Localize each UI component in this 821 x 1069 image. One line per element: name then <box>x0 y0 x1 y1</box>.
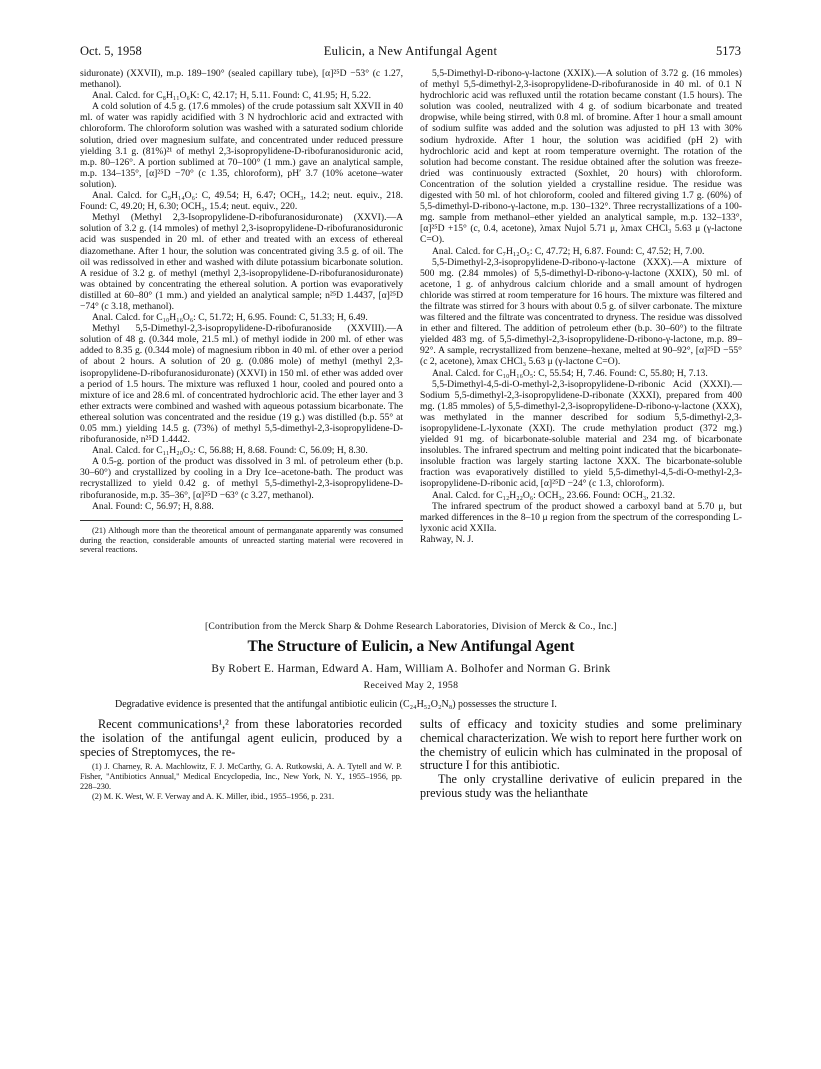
paragraph: The infrared spectrum of the product showed a carboxyl band at 5.70 μ, but marked differences in the 8–10 μ region from the spectrum of the corresponding L-lyxonic acid XXIIa. <box>420 500 742 534</box>
paragraph: Methyl (Methyl 2,3-Isopropylidene-D-ribofuranosiduronate) (XXVI).—A solution of 3.2 g. (14 mmoles) of methyl 2,3-isopropylidene-D-ribofuranosiduronic acid was suspended in 20 ml. of ether and treated with an excess of ethereal diazomethane. After 1 hour, the solution was concentrated giving 3.5 g. of oil. The oil was redissolved in ether and washed with dilute potassium bicarbonate solution. A residue of 3.2 g. of methyl (methyl 2,3-isopropylidene-D-ribofuranosiduronate) was obtained by concentrating the ethereal solution. A portion was evaporatively distilled at 60–80° (1 mm.) and yielded an analytical sample; n²⁵D 1.4437, [α]²⁵D −74° (c 3.18, methanol). <box>80 212 403 312</box>
running-header <box>0 44 821 62</box>
paragraph: Anal. Calcd. for C₉H₁₄O₆: C, 49.54; H, 6.47; OCH₃, 14.2; neut. equiv., 218. Found: C, 49.20; H, 6.30; OCH₃, 15.4; neut. equiv., 220. <box>80 190 403 213</box>
paragraph: A cold solution of 4.5 g. (17.6 mmoles) of the crude potassium salt XXVII in 40 ml. of water was rapidly acidified with 3 N hydrochloric acid and extracted with chloroform. The chloroform solution was washed with a saturated sodium chloride solution, dried over magnesium sulfate, and concentrated under reduced pressure yielding 3.1 g. (81%)²¹ of methyl 2,3-isopropylidene-D-ribofuranosiduronic acid, m.p. 80–126°. A portion sublimed at 70–100° (1 mm.) gave an analytical sample, m.p. 134–135°, [α]²⁵D −70° (c 1.35, chloroform), pH′ 3.7 (10% acetone–water solution). <box>80 101 403 190</box>
paragraph: siduronate) (XXVII), m.p. 189–190° (sealed capillary tube), [α]²⁵D −53° (c 1.27, methanol). <box>80 68 403 91</box>
paragraph: Anal. Found: C, 56.97; H, 8.88. <box>92 500 214 512</box>
paragraph: Anal. Calcd. for C₁₂H₂₂O₆: OCH₃, 23.66. Found: OCH₃, 21.32. <box>432 489 675 501</box>
header-title: Eulicin, a New Antifungal Agent <box>323 44 498 58</box>
left-column <box>80 68 403 555</box>
body-footnotes <box>80 762 402 802</box>
footnote: (2) M. K. West, W. F. Verway and A. K. Miller, ibid., 1955–1956, p. 231. <box>92 792 335 802</box>
location: Rahway, N. J. <box>420 533 474 545</box>
paragraph: Anal. Calcd. for C₁₁H₂₀O₅: C, 56.88; H, 8.68. Found: C, 56.09; H, 8.30. <box>92 445 368 457</box>
header-page-number: 5173 <box>716 44 741 58</box>
article-title: The Structure of Eulicin, a New Antifungal Agent <box>247 638 575 655</box>
paragraph: 5,5-Dimethyl-4,5-di-O-methyl-2,3-isopropylidene-D-ribonic Acid (XXXI).—Sodium 5,5-dimethyl-2,3-isopropylidene-D-ribonate (XXXI), prepared from 400 mg. (1.85 mmoles) of 5,5-dimethyl-2,3-isopropylidene-D-ribono-γ-lactone (XXX), was methylated in the manner described for sodium 5,5-dimethyl-2,3-isopropylidene-L-lyxonate (XXI). The crude methylation product (372 mg.) yielded 91 mg. of bicarbonate-soluble material and 234 mg. of bicarbonate insolubles. The infrared spectrum and melting point indicated that the bicarbonate-insoluble fraction was largely starting lactone XXX. The bicarbonate-soluble fraction was evaporatively distilled to yield 5,5-dimethyl-4,5-di-O-methyl-2,3-isopropylidene-D-ribonic acid, [α]²⁵D −24° (c 1.3, chloroform). <box>420 378 742 490</box>
paragraph: Anal. Calcd. for C₈H₁₁O₆K: C, 42.17; H, 5.11. Found: C, 41.95; H, 5.22. <box>92 90 371 102</box>
paragraph: 5,5-Dimethyl-D-ribono-γ-lactone (XXIX).—A solution of 3.72 g. (16 mmoles) of methyl 5,5-dimethyl-2,3-isopropylidene-D-ribofuranoside in 40 ml. of 0.1 N hydrochloric acid was refluxed until the rotation became constant (1.5 hours). The solution was cooled, neutralized with 4 g. of sodium bicarbonate and treated dropwise, while being stirred, with 0.8 ml. of bromine. After 1 hour a small amount of sodium sulfite was added and the solution was adjusted to pH 13 with 30% sodium hydroxide. After 1 hour, the solution was acidified (pH 2) with hydrochloric acid and kept at room temperature overnight. The rotation of the solution had become constant. The residue obtained after the solution was freeze-dried was continuously extracted (Soxhlet, 20 hours) with chloroform. Concentration of the solution yielded a crystalline residue. The residue was digested with 50 ml. of hot chloroform, cooled and filtered giving 1.7 g. (60%) of 5,5-dimethyl-D-ribono-γ-lactone, m.p. 130–132°. Three recrystallizations of a 100-mg. sample from methanol–ether yielded an analytical sample, m.p. 132–133°, [α]²⁵D +15° (c, 0.4, acetone), λmax Nujol 5.71 μ, λmax CHCl₃ 5.63 μ (γ-lactone C=O). <box>420 68 742 246</box>
header-date: Oct. 5, 1958 <box>80 44 142 58</box>
paragraph: 5,5-Dimethyl-2,3-isopropylidene-D-ribono-γ-lactone (XXX).—A mixture of 500 mg. (2.84 mmoles) of 5,5-dimethyl-D-ribono-γ-lactone (XXIX), 50 ml. of acetone, 1 g. of anhydrous calcium chloride and a small amount of hydrogen chloride was stirred at room temperature for 16 hours. The mixture was filtered and the filtrate was stirred for 3 hours with about 0.5 g. of silver carbonate. The mixture was filtered and the filtrate was concentrated to dryness. The residue was dissolved in ether and filtered. The addition of petroleum ether (b.p. 30–60°) to the filtrate yielded 483 mg. of 5,5-dimethyl-2,3-isopropylidene-D-ribono-γ-lactone, m.p. 89–92°. A sample, recrystallized from benzene–hexane, melted at 90–92°, [α]²⁵D −55° (c 2, acetone), λmax CHCl₃ 5.63 μ (γ-lactone C=O). <box>420 256 742 368</box>
contribution-line: [Contribution from the Merck Sharp & Dohme Research Laboratories, Division of Merck & Co., Inc.] <box>205 621 617 632</box>
body-paragraph: The only crystalline derivative of eulicin prepared in the previous study was the helianthate <box>420 772 742 800</box>
paragraph: Anal. Calcd. for C₇H₁₂O₅: C, 47.72; H, 6.87. Found: C, 47.52; H, 7.00. <box>432 245 705 257</box>
paragraph: A 0.5-g. portion of the product was dissolved in 3 ml. of petroleum ether (b.p. 30–60°) and crystallized by cooling in a Dry Ice–acetone-bath. The product was recrystallized to yield 0.42 g. of methyl 5,5-dimethyl-2,3-isopropylidene-D-ribofuranoside, m.p. 35–36°, [α]²⁵D −63° (c 3.27, methanol). <box>80 456 403 501</box>
right-column <box>420 68 742 545</box>
footnote: (1) J. Charney, R. A. Machlowitz, F. J. McCarthy, G. A. Rutkowski, A. A. Tytell and W. P. Fisher, "Antibiotics Annual," Medical Encyclopedia, Inc., New York, N. Y., 1955–1956, pp. 228–230. <box>80 762 402 792</box>
footnote-section <box>80 520 403 555</box>
received-date: Received May 2, 1958 <box>363 680 459 691</box>
body-left-column <box>80 718 402 802</box>
abstract: Degradative evidence is presented that the antifungal antibiotic eulicin (C₂₄H₅₂O₂N₈) possesses the structure I. <box>115 699 557 710</box>
body-right-column <box>420 718 742 801</box>
body-paragraph: sults of efficacy and toxicity studies and some preliminary chemical characterization. We wish to report here further work on the chemistry of eulicin which has culminated in the proposal of structure I for this antibiotic. <box>420 717 742 773</box>
authors: By Robert E. Harman, Edward A. Ham, William A. Bolhofer and Norman G. Brink <box>211 663 611 675</box>
paragraph: Anal. Calcd. for C₁₀H₁₆O₆: C, 51.72; H, 6.95. Found: C, 51.33; H, 6.49. <box>92 312 368 324</box>
paragraph: Anal. Calcd. for C₁₀H₁₆O₅: C, 55.54; H, 7.46. Found: C, 55.80; H, 7.13. <box>432 367 708 379</box>
footnote: (21) Although more than the theoretical amount of permanganate apparently was consumed during the reaction, considerable amounts of unreacted starting material were recovered in several reactions. <box>80 525 403 555</box>
paragraph: Methyl 5,5-Dimethyl-2,3-isopropylidene-D-ribofuranoside (XXVIII).—A solution of 48 g. (0.344 mole, 21.5 ml.) of methyl iodide in 200 ml. of ether was added to 8.35 g. (0.344 mole) of magnesium ribbon in 40 ml. of ether over a period of about 2 hours. A solution of 20 g. (0.086 mole) of methyl (methyl 2,3-isopropylidene-D-ribofuranosiduronate) (XXVI) in 150 ml. of ether was added over a period of 1.5 hours. The mixture was refluxed 1 hour, cooled and poured onto a mixture of ice and 28.6 ml. of concentrated hydrochloric acid. The ether layer and 3 ether extracts were combined and washed with aqueous potassium bicarbonate. The ethereal solution was concentrated and the residue (19 g.) was distilled (b.p. 55° at 0.05 mm.) yielding 14.5 g. (73%) of methyl 5,5-dimethyl-2,3-isopropylidene-D-ribofuranoside, n²⁵D 1.4442. <box>80 323 403 446</box>
body-paragraph: Recent communications¹,² from these laboratories recorded the isolation of the antifungal agent eulicin, produced by a species of Streptomyces, the re- <box>80 717 402 759</box>
